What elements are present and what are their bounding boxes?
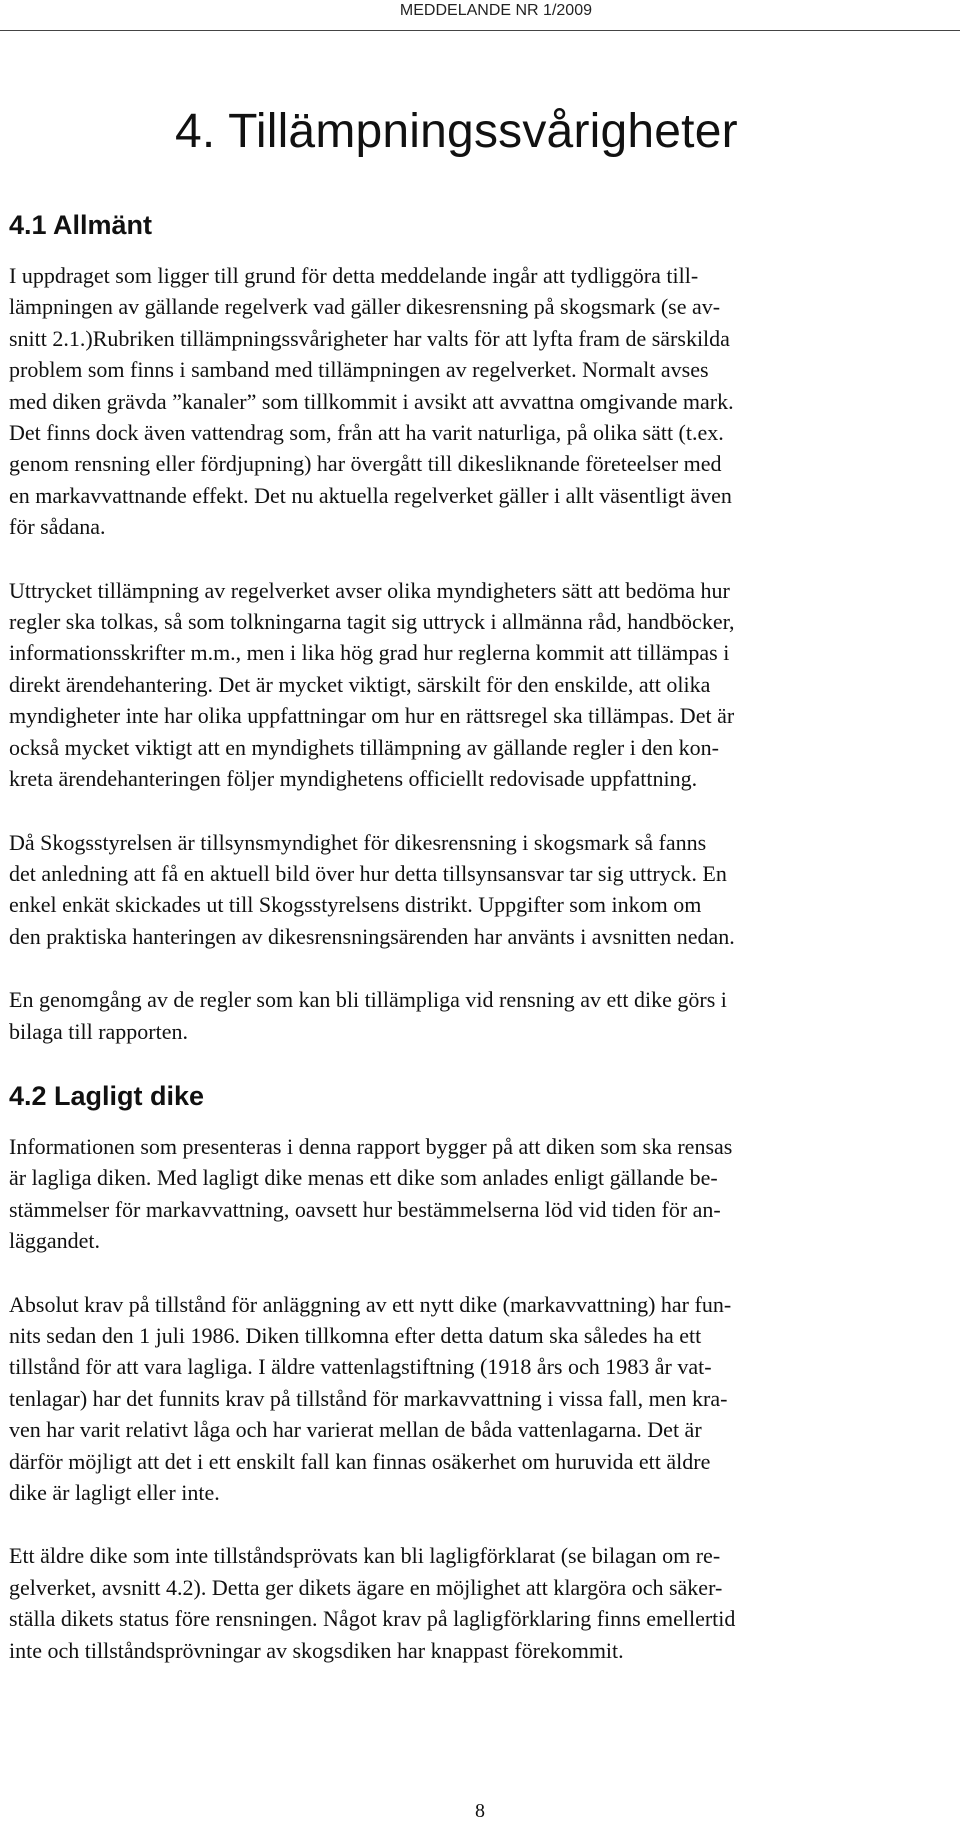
paragraph: I uppdraget som ligger till grund för detta meddelande ingår att tydliggöra till- lämpningen av gällande regelverk vad gäller dikesrensning på skogsmark (se av- snitt 2.1.)Rubriken tillämpningssvårigheter har valts för att lyfta fram de särskilda problem som finns i samband med tillämpningen av regelverket. Normalt avses med diken grävda ”kanaler” som tillkommit i avsikt att avvattna omgivande mark. Det finns dock även vattendrag som, från att ha varit naturliga, på olika sätt (t.ex. genom rensning eller fördjupning) har övergått till dikesliknande företeelser med en markavvattnande effekt. Det nu aktuella regelverket gäller i allt väsentligt även för sådana. <box>9 263 734 540</box>
paragraph: Uttrycket tillämpning av regelverket avser olika myndigheters sätt att bedöma hur regler ska tolkas, så som tolkningarna tagit sig uttryck i allmänna råd, handböcker, informationsskrifter m.m., men i lika hög grad hur reglerna kommit att tillämpas i direkt ärendehantering. Det är mycket viktigt, särskilt för den enskilde, att olika myndigheter inte har olika uppfattningar om hur en rättsregel ska tillämpas. Det är också mycket viktigt att en myndighets tillämpning av gällande regler i den kon- kreta ärendehanteringen följer myndighetens officiellt redovisade uppfattning. <box>9 577 735 792</box>
paragraph: Ett äldre dike som inte tillståndsprövats kan bli lagligförklarat (se bilagan om re- gelverket, avsnitt 4.2). Detta ger dikets ägare en möjlighet att klargöra och säker- ställa dikets status före rensningen. Något krav på lagligförklaring finns emellertid inte och tillståndsprövningar av skogsdiken har knappast förekommit. <box>9 1543 736 1663</box>
section-heading-lagligt-dike: 4.2 Lagligt dike <box>9 1080 205 1111</box>
paragraph: En genomgång av de regler som kan bli tillämpliga vid rensning av ett dike görs i bilaga till rapporten. <box>9 987 727 1044</box>
running-header: MEDDELANDE NR 1/2009 <box>399 2 592 19</box>
paragraph: Då Skogsstyrelsen är tillsynsmyndighet för dikesrensning i skogsmark så fanns det anledning att få en aktuell bild över hur detta tillsynsansvar tar sig uttryck. En enkel enkät skickades ut till Skogsstyrelsens distrikt. Uppgifter som inkom om den praktiska hanteringen av dikesrensningsärenden har använts i avsnitten nedan. <box>9 829 735 949</box>
header-divider <box>0 30 960 31</box>
paragraph: Informationen som presenteras i denna rapport bygger på att diken som ska rensas är lagliga diken. Med lagligt dike menas ett dike som anlades enligt gällande be- stämmelser för markavvattning, oavsett hur bestämmelserna löd vid tiden för an- läggandet. <box>9 1133 733 1254</box>
page-body <box>9 208 951 1698</box>
section-heading-allmant: 4.1 Allmänt <box>9 210 153 240</box>
paragraph: Absolut krav på tillstånd för anläggning av ett nytt dike (markavvattning) har fun- nits sedan den 1 juli 1986. Diken tillkomna efter detta datum ska således ha ett tillstånd för att vara lagliga. I äldre vattenlagstiftning (1918 års och 1983 år vat- tenlagar) har det funnits krav på tillstånd för markavvattning i vissa fall, men kra- ven har varit relativt låga och har varierat mellan de båda vattenlagarna. Det är därför möjligt att det i ett enskilt fall kan finnas osäkerhet om huruvida ett äldre dike är lagligt eller inte. <box>9 1291 732 1505</box>
chapter-title: 4. Tillämpningssvårigheter <box>175 105 738 158</box>
page-number: 8 <box>475 1800 485 1822</box>
